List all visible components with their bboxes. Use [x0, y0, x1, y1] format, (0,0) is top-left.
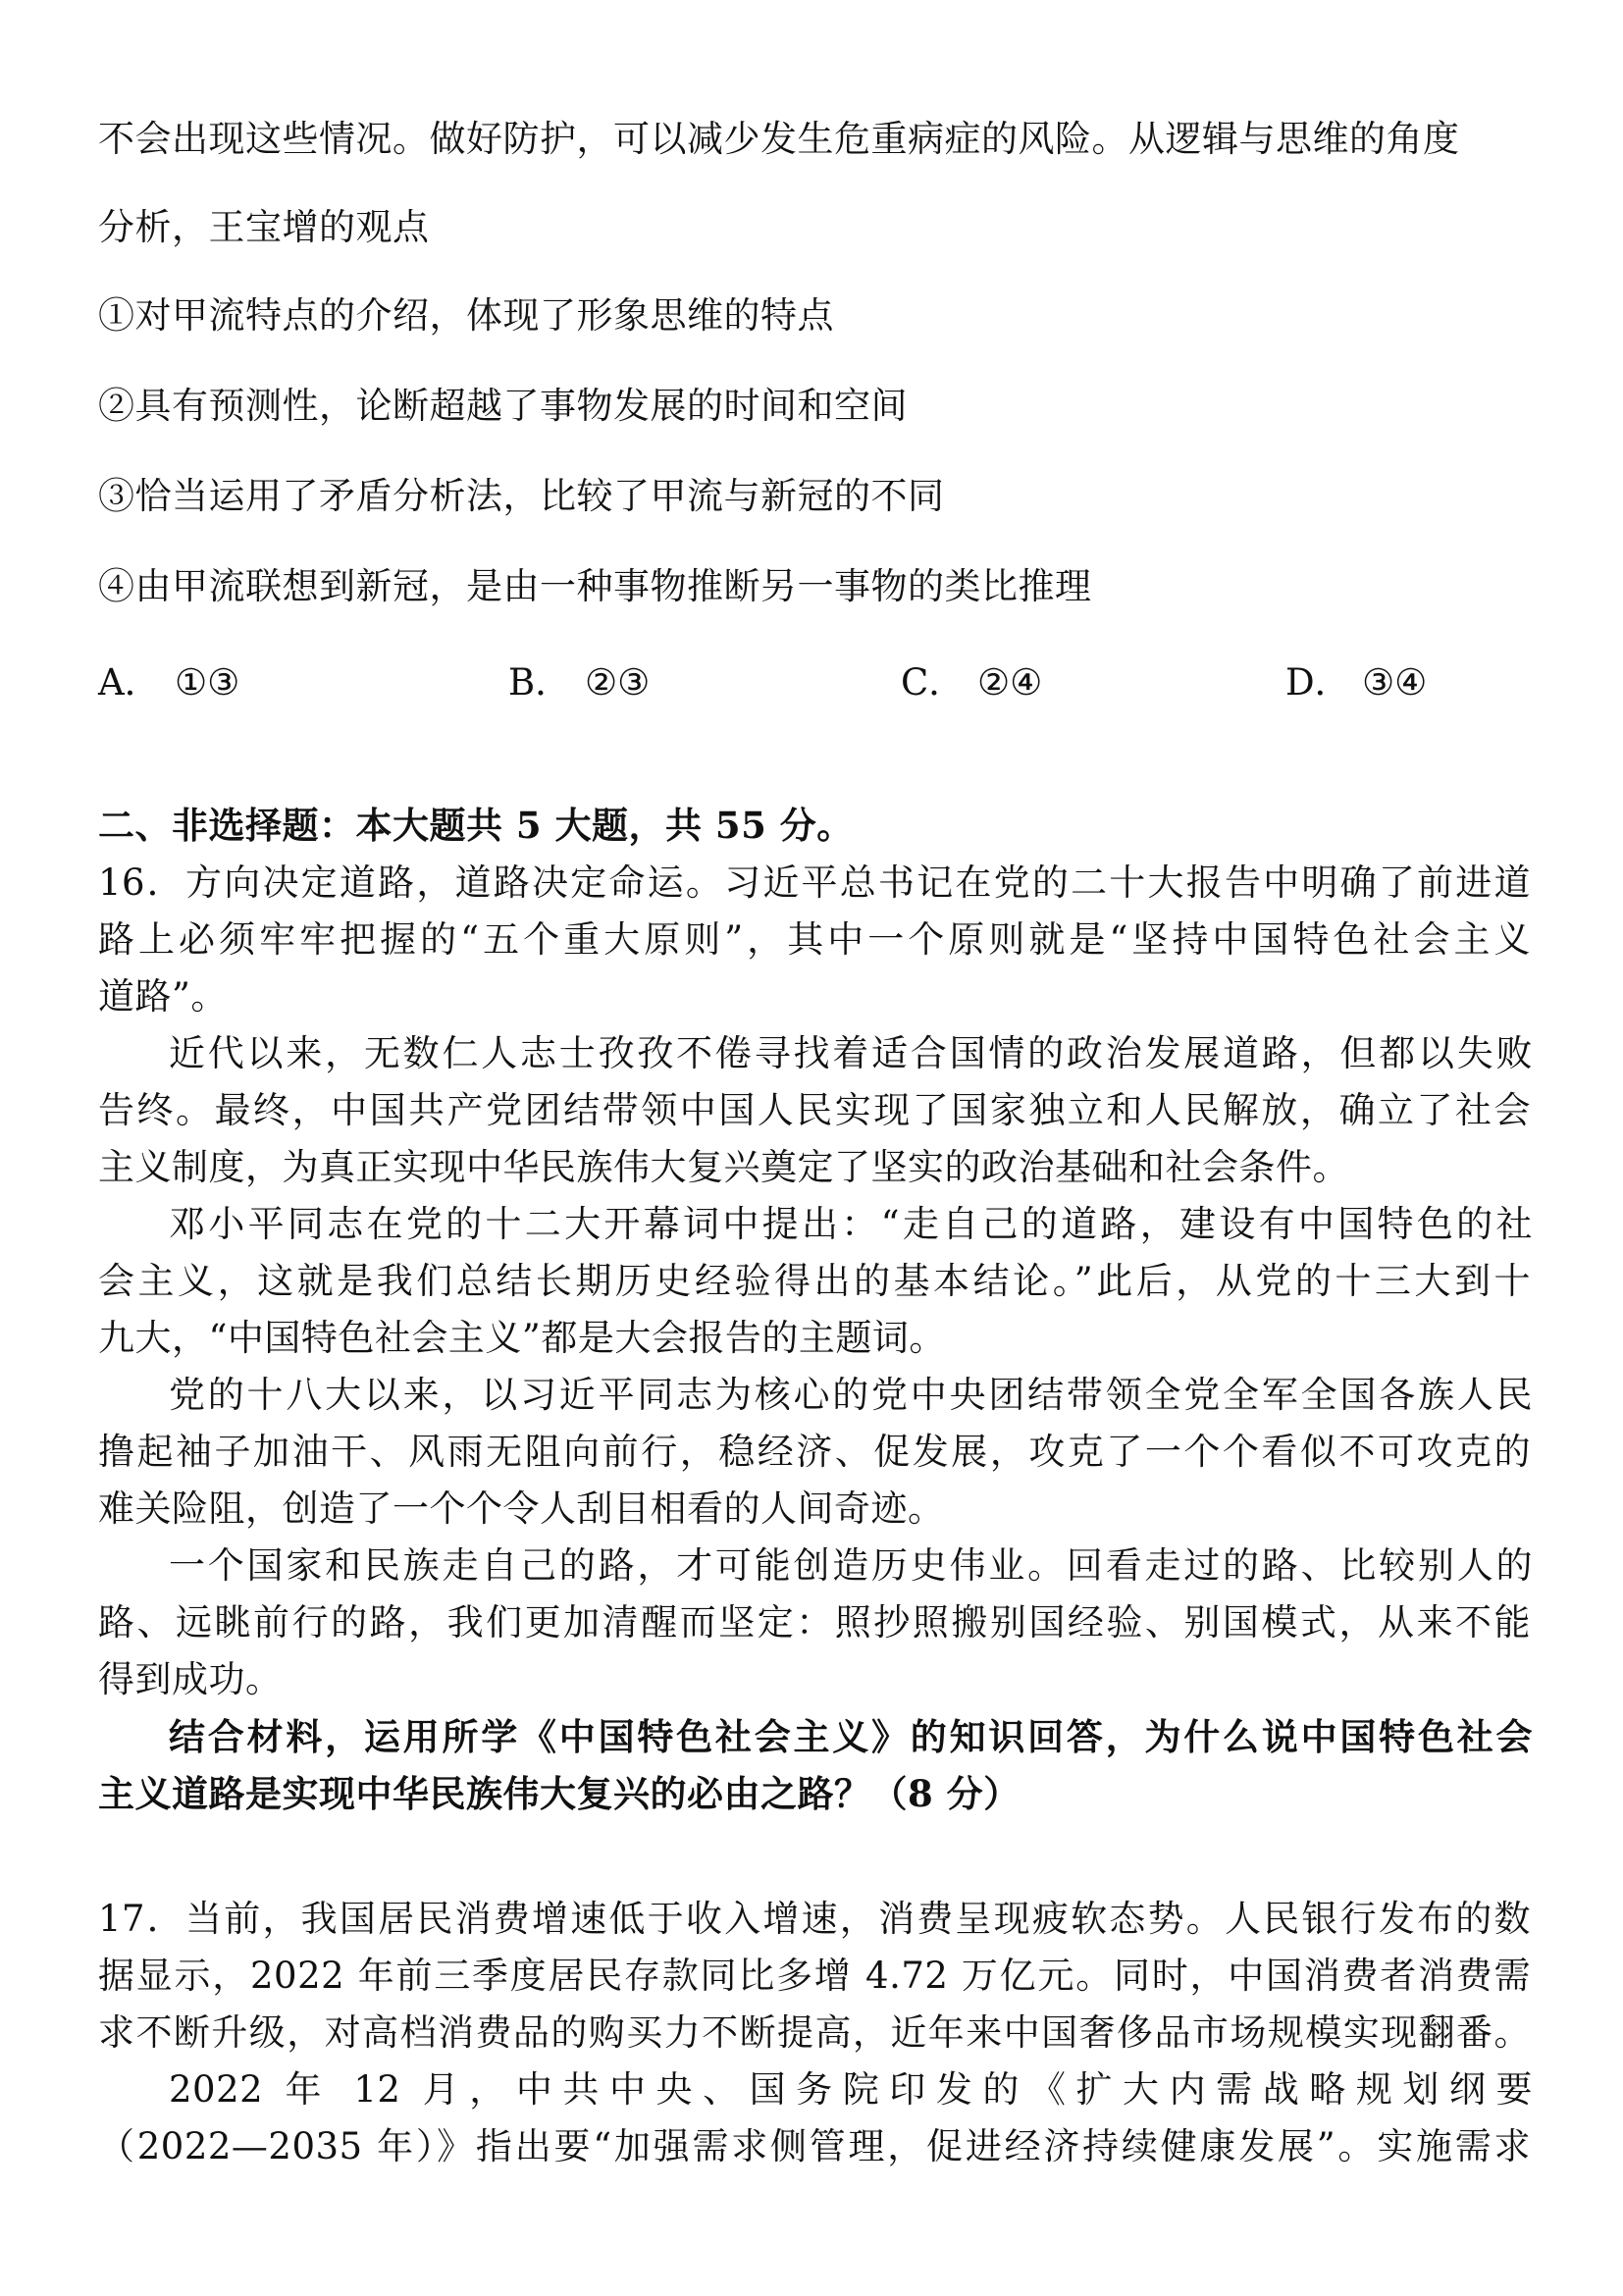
q16-paragraph-line: 难关险阻，创造了一个个令人刮目相看的人间奇迹。 [98, 1487, 945, 1530]
option-c [901, 659, 1042, 706]
q16-paragraph-line: 邓小平同志在党的十二大开幕词中提出：“走自己的道路，建设有中国特色的社 [169, 1203, 1533, 1245]
answer-options [98, 659, 1531, 706]
q16-line: 路上必须牢牢把握的“五个重大原则”，其中一个原则就是“坚持中国特色社会主义 [98, 918, 1531, 961]
q15-text-line: 分析，王宝增的观点 [98, 206, 430, 248]
q16-paragraph-line: 路、远眺前行的路，我们更加清醒而坚定：照抄照搬别国经验、别国模式，从来不能 [98, 1601, 1531, 1644]
q17-line: 求不断升级，对高档消费品的购买力不断提高，近年来中国奢侈品市场规模实现翻番。 [98, 2011, 1531, 2054]
q16-line: 16．方向决定道路，道路决定命运。习近平总书记在党的二十大报告中明确了前进道 [98, 861, 1531, 904]
option-key: B． [508, 661, 572, 704]
q17-line: 17．当前，我国居民消费增速低于收入增速，消费呈现疲软态势。人民银行发布的数 [98, 1898, 1531, 1940]
option-key: D． [1285, 661, 1351, 704]
option-d [1285, 659, 1427, 706]
option-value: ③④ [1362, 661, 1428, 704]
statement-3: ③恰当运用了矛盾分析法，比较了甲流与新冠的不同 [98, 475, 945, 517]
q16-paragraph-line: 党的十八大以来，以习近平同志为核心的党中央团结带领全党全军全国各族人民 [169, 1374, 1533, 1416]
option-a [98, 659, 239, 706]
q16-paragraph-line: 告终。最终，中国共产党团结带领中国人民实现了国家独立和人民解放，确立了社会 [98, 1089, 1531, 1131]
section-heading: 二、非选择题：本大题共 5 大题，共 55 分。 [98, 804, 854, 847]
statement-1: ①对甲流特点的介绍，体现了形象思维的特点 [98, 294, 834, 337]
option-key: A． [98, 661, 161, 704]
statement-4: ④由甲流联想到新冠，是由一种事物推断另一事物的类比推理 [98, 565, 1092, 607]
q16-paragraph-line: 得到成功。 [98, 1658, 283, 1700]
q16-question-line: 主义道路是实现中华民族伟大复兴的必由之路？（8 分） [98, 1772, 1021, 1815]
q17-line: 据显示，2022 年前三季度居民存款同比多增 4.72 万亿元。同时，中国消费者消费需 [98, 1955, 1531, 1997]
q17-line: （2022—2035 年）》指出要“加强需求侧管理，促进经济持续健康发展”。实施需求 [98, 2125, 1531, 2167]
q16-question-line: 结合材料，运用所学《中国特色社会主义》的知识回答，为什么说中国特色社会 [169, 1715, 1533, 1758]
q16-paragraph-line: 主义制度，为真正实现中华民族伟大复兴奠定了坚实的政治基础和社会条件。 [98, 1146, 1349, 1188]
q15-text-line: 不会出现这些情况。做好防护，可以减少发生危重病症的风险。从逻辑与思维的角度 [98, 118, 1460, 160]
q16-line: 道路”。 [98, 975, 228, 1018]
q16-paragraph-line: 撸起袖子加油干、风雨无阻向前行，稳经济、促发展，攻克了一个个看似不可攻克的 [98, 1431, 1531, 1473]
option-b [508, 659, 650, 706]
q16-paragraph-line: 会主义，这就是我们总结长期历史经验得出的基本结论。”此后，从党的十三大到十 [98, 1260, 1531, 1302]
statement-2: ②具有预测性，论断超越了事物发展的时间和空间 [98, 385, 908, 427]
option-value: ①③ [175, 661, 240, 704]
option-value: ②③ [585, 661, 651, 704]
option-key: C． [901, 661, 966, 704]
q16-paragraph-line: 一个国家和民族走自己的路，才可能创造历史伟业。回看走过的路、比较别人的 [169, 1544, 1533, 1587]
option-value: ②④ [977, 661, 1043, 704]
q16-paragraph-line: 近代以来，无数仁人志士孜孜不倦寻找着适合国情的政治发展道路，但都以失败 [169, 1032, 1533, 1074]
q16-paragraph-line: 九大，“中国特色社会主义”都是大会报告的主题词。 [98, 1317, 946, 1359]
q17-line: 2022 年 12 月，中共中央、国务院印发的《扩大内需战略规划纲要 [169, 2068, 1533, 2111]
